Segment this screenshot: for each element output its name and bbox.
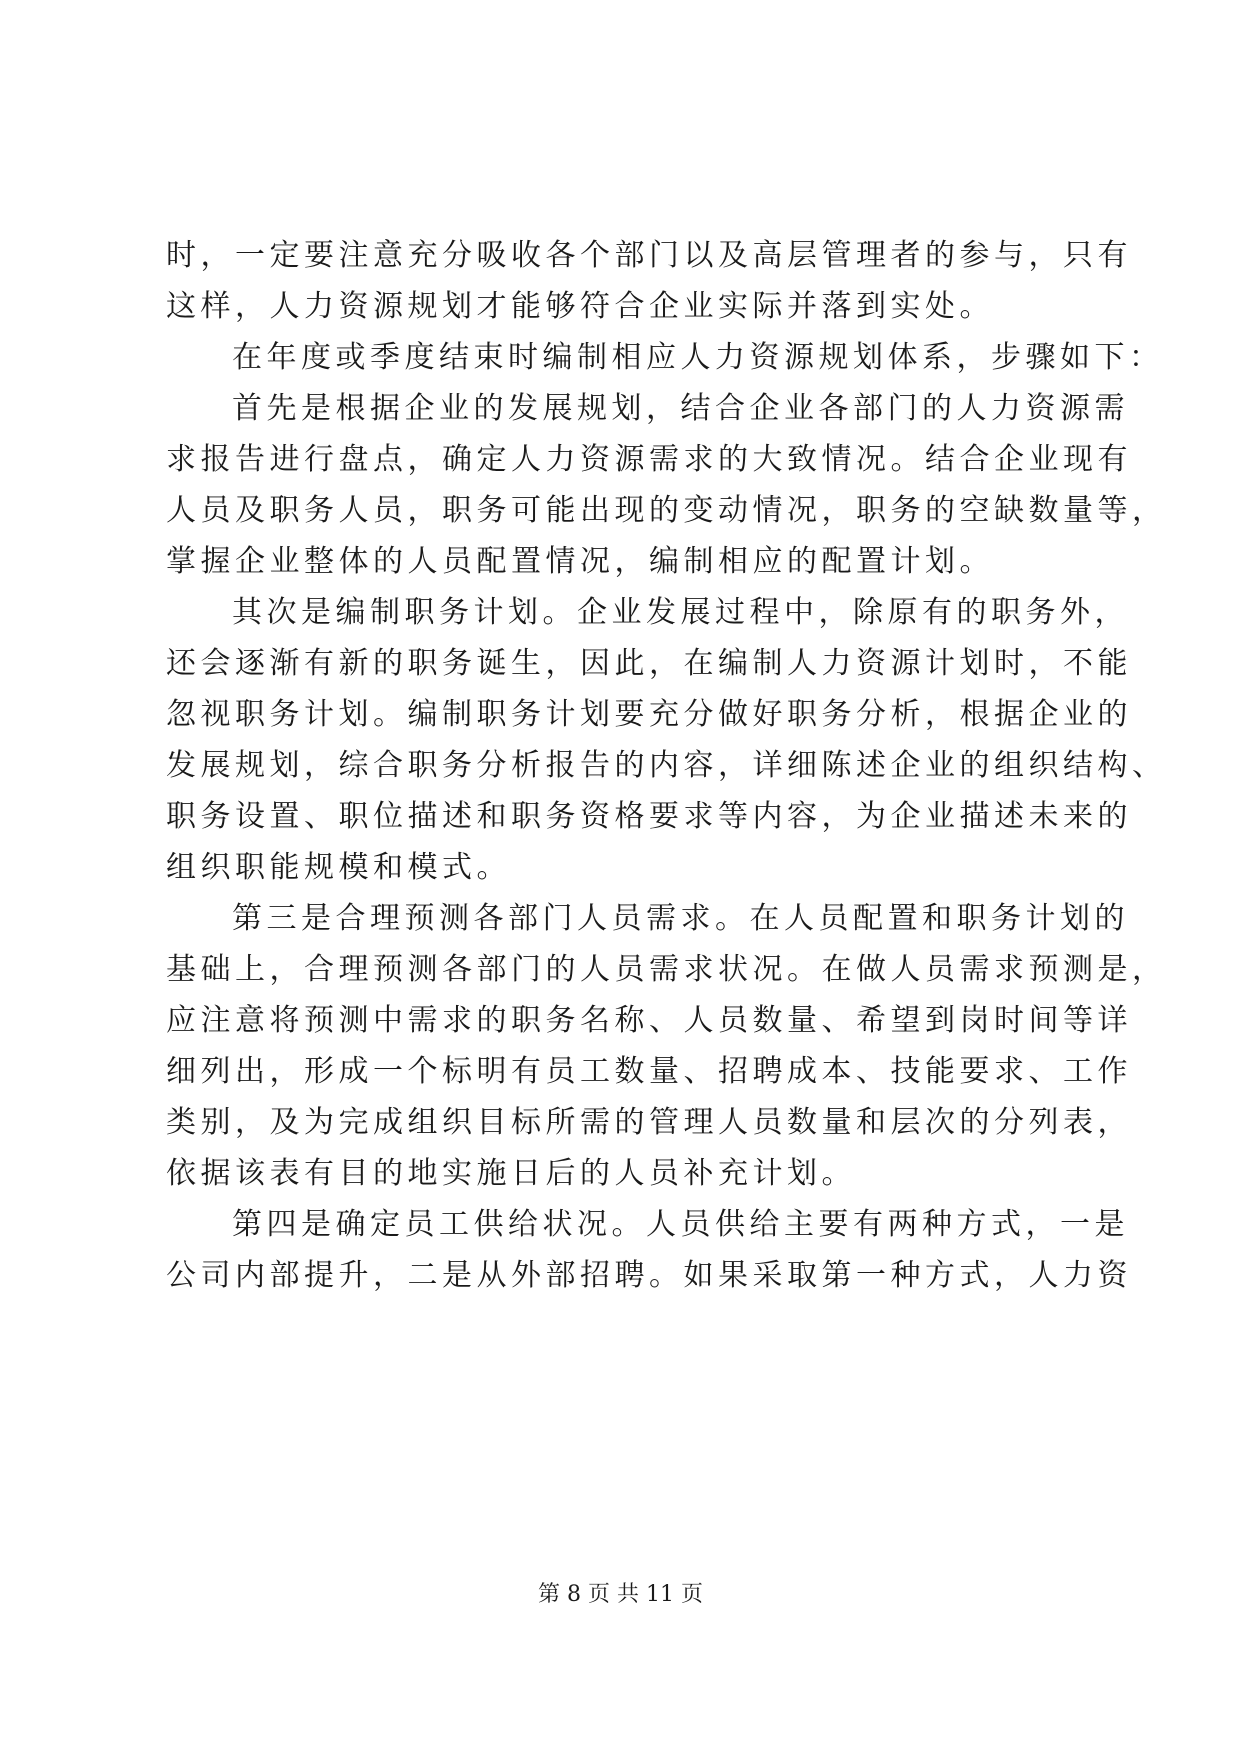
text-line: 在年度或季度结束时编制相应人力资源规划体系，步骤如下： [232,340,1164,375]
text-line: 第三是合理预测各部门人员需求。在人员配置和职务计划的 [232,901,1129,936]
text-line: 其次是编制职务计划。企业发展过程中，除原有的职务外， [232,595,1129,630]
text-line: 时，一定要注意充分吸收各个部门以及高层管理者的参与，只有 [166,238,1132,273]
text-line: 组织职能规模和模式。 [166,850,511,885]
text-line: 公司内部提升，二是从外部招聘。如果采取第一种方式，人力资 [166,1258,1132,1293]
text-line: 第四是确定员工供给状况。人员供给主要有两种方式，一是 [232,1207,1129,1242]
text-line: 忽视职务计划。编制职务计划要充分做好职务分析，根据企业的 [166,697,1132,732]
text-line: 这样，人力资源规划才能够符合企业实际并落到实处。 [166,289,994,324]
text-line: 掌握企业整体的人员配置情况，编制相应的配置计划。 [166,544,994,579]
text-line: 首先是根据企业的发展规划，结合企业各部门的人力资源需 [232,391,1129,426]
page-footer: 第 8 页 共 11 页 [538,1582,703,1607]
text-line: 还会逐渐有新的职务诞生，因此，在编制人力资源计划时，不能 [166,646,1132,681]
text-line: 职务设置、职位描述和职务资格要求等内容，为企业描述未来的 [166,799,1132,834]
text-line: 依据该表有目的地实施日后的人员补充计划。 [166,1156,856,1191]
text-line: 基础上，合理预测各部门的人员需求状况。在做人员需求预测是， [166,952,1167,987]
document-body [166,230,1167,1301]
text-line: 类别，及为完成组织目标所需的管理人员数量和层次的分列表， [166,1105,1132,1140]
text-line: 人员及职务人员，职务可能出现的变动情况，职务的空缺数量等， [166,493,1167,528]
text-line: 应注意将预测中需求的职务名称、人员数量、希望到岗时间等详 [166,1003,1132,1038]
text-line: 发展规划，综合职务分析报告的内容，详细陈述企业的组织结构、 [166,748,1167,783]
text-line: 细列出，形成一个标明有员工数量、招聘成本、技能要求、工作 [166,1054,1132,1089]
text-line: 求报告进行盘点，确定人力资源需求的大致情况。结合企业现有 [166,442,1132,477]
